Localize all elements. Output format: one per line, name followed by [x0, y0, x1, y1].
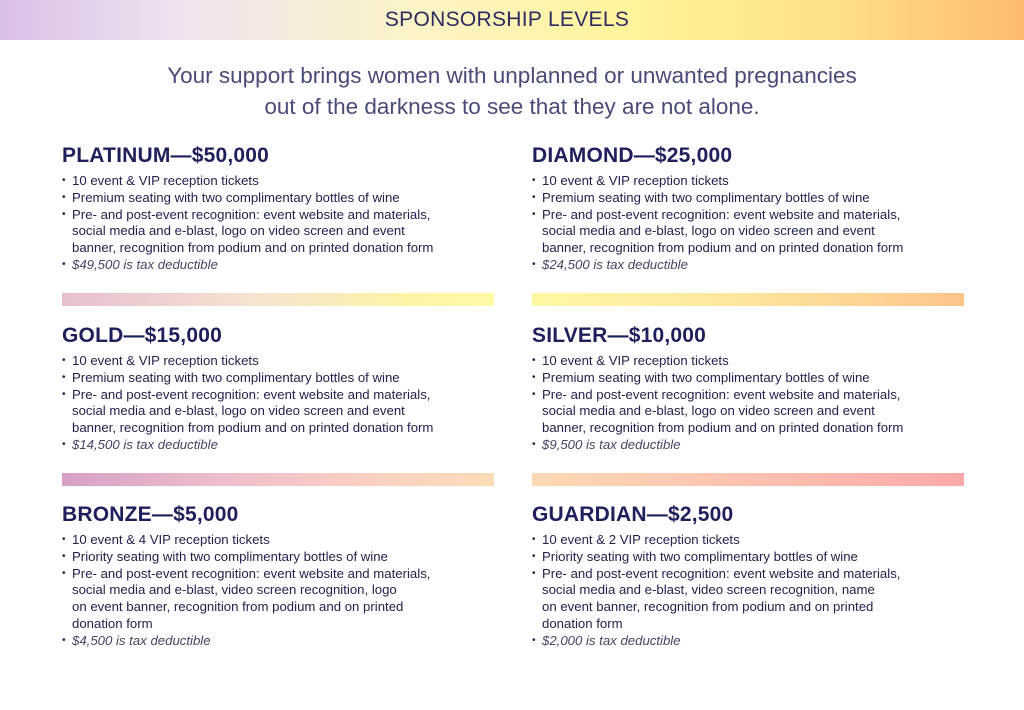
- benefit-list: [532, 173, 972, 274]
- benefit-item: • Premium seating with two complimentary bottles of wine: [532, 190, 972, 207]
- benefit-item: • 10 event & 2 VIP reception tickets: [532, 532, 972, 549]
- benefit-item: • 10 event & VIP reception tickets: [532, 353, 972, 370]
- tax-deductible-note: • $14,500 is tax deductible: [62, 437, 502, 454]
- level-title: SILVER—$10,000: [532, 324, 706, 347]
- benefit-item-continued: social media and e-blast, video screen recognition, name: [542, 582, 875, 598]
- benefit-item: • Priority seating with two complimentary bottles of wine: [62, 549, 502, 566]
- benefit-item: • Pre- and post-event recognition: event website and materials,: [62, 207, 502, 224]
- level-diamond: [532, 144, 972, 274]
- divider-bar: [62, 473, 494, 486]
- benefit-item-continued: banner, recognition from podium and on printed donation form: [542, 240, 904, 256]
- benefit-item-continued: donation form: [72, 615, 153, 631]
- tax-deductible-note: • $9,500 is tax deductible: [532, 437, 972, 454]
- level-title: BRONZE—$5,000: [62, 503, 239, 526]
- benefit-item-continued: banner, recognition from podium and on printed donation form: [72, 240, 434, 256]
- tax-deductible-note: • $2,000 is tax deductible: [532, 633, 972, 650]
- divider-bar: [62, 293, 494, 306]
- tagline: [0, 60, 1024, 122]
- level-guardian: [532, 503, 972, 650]
- benefit-list: [532, 532, 972, 650]
- benefit-item: • Pre- and post-event recognition: event website and materials,: [532, 387, 972, 404]
- level-silver: [532, 324, 972, 454]
- header-banner: [0, 0, 1024, 40]
- page-title: SPONSORSHIP LEVELS: [384, 8, 630, 31]
- benefit-item-continued: social media and e-blast, logo on video screen and event: [72, 223, 405, 239]
- benefit-list: [62, 532, 502, 650]
- benefit-item: • 10 event & VIP reception tickets: [62, 353, 502, 370]
- benefit-item-continued: social media and e-blast, logo on video screen and event: [542, 403, 875, 419]
- level-title: DIAMOND—$25,000: [532, 144, 733, 167]
- benefit-list: [62, 173, 502, 274]
- benefit-item: • 10 event & VIP reception tickets: [532, 173, 972, 190]
- divider-bar: [532, 473, 964, 486]
- level-title: GUARDIAN—$2,500: [532, 503, 734, 526]
- tax-deductible-note: • $4,500 is tax deductible: [62, 633, 502, 650]
- benefit-item-continued: banner, recognition from podium and on printed donation form: [542, 420, 904, 436]
- benefit-item-continued: social media and e-blast, logo on video screen and event: [542, 223, 875, 239]
- benefit-item-continued: on event banner, recognition from podium and on printed: [542, 599, 874, 615]
- benefit-item: • Priority seating with two complimentary bottles of wine: [532, 549, 972, 566]
- benefit-list: [532, 353, 972, 454]
- benefit-item: • Premium seating with two complimentary bottles of wine: [62, 190, 502, 207]
- benefit-item: • 10 event & VIP reception tickets: [62, 173, 502, 190]
- benefit-item-continued: donation form: [542, 615, 623, 631]
- benefit-item: • Pre- and post-event recognition: event website and materials,: [62, 566, 502, 583]
- level-title: PLATINUM—$50,000: [62, 144, 270, 167]
- benefit-item: • Premium seating with two complimentary bottles of wine: [62, 370, 502, 387]
- tax-deductible-note: • $49,500 is tax deductible: [62, 257, 502, 274]
- benefit-item-continued: on event banner, recognition from podium and on printed: [72, 599, 404, 615]
- divider-bar: [532, 293, 964, 306]
- benefit-item: • Pre- and post-event recognition: event website and materials,: [532, 566, 972, 583]
- benefit-item: • Premium seating with two complimentary bottles of wine: [532, 370, 972, 387]
- benefit-item-continued: social media and e-blast, video screen recognition, logo: [72, 582, 397, 598]
- benefit-list: [62, 353, 502, 454]
- level-gold: [62, 324, 502, 454]
- tagline-line-1: Your support brings women with unplanned or unwanted pregnancies: [167, 63, 857, 88]
- benefit-item: • 10 event & 4 VIP reception tickets: [62, 532, 502, 549]
- level-bronze: [62, 503, 502, 650]
- benefit-item-continued: banner, recognition from podium and on printed donation form: [72, 420, 434, 436]
- benefit-item: • Pre- and post-event recognition: event website and materials,: [62, 387, 502, 404]
- benefit-item-continued: social media and e-blast, logo on video screen and event: [72, 403, 405, 419]
- level-title: GOLD—$15,000: [62, 324, 222, 347]
- tax-deductible-note: • $24,500 is tax deductible: [532, 257, 972, 274]
- tagline-line-2: out of the darkness to see that they are not alone.: [264, 94, 760, 119]
- benefit-item: • Pre- and post-event recognition: event website and materials,: [532, 207, 972, 224]
- level-platinum: [62, 144, 502, 274]
